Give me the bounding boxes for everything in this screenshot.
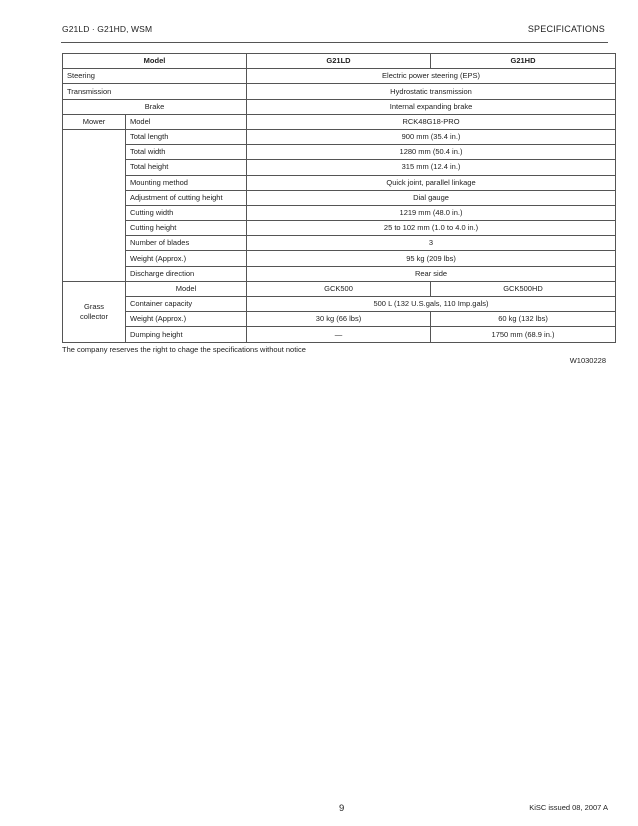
mower-label-mounting-method: Mounting method bbox=[126, 175, 247, 190]
table-row bbox=[63, 160, 616, 175]
mower-value-discharge-direction: Rear side bbox=[247, 266, 616, 281]
mower-group-spacer bbox=[63, 129, 126, 281]
row-value-brake: Internal expanding brake bbox=[247, 99, 616, 114]
group-label-mower: Mower bbox=[63, 114, 126, 129]
mower-value-cutting-height: 25 to 102 mm (1.0 to 4.0 in.) bbox=[247, 221, 616, 236]
mower-value-height-adjustment: Dial gauge bbox=[247, 190, 616, 205]
mower-value-cutting-width: 1219 mm (48.0 in.) bbox=[247, 205, 616, 220]
mower-label-model: Model bbox=[126, 114, 247, 129]
header-g21hd: G21HD bbox=[431, 54, 616, 69]
grass-label-capacity: Container capacity bbox=[126, 297, 247, 312]
page-number: 9 bbox=[339, 803, 345, 814]
table-row bbox=[63, 175, 616, 190]
grass-label-weight: Weight (Approx.) bbox=[126, 312, 247, 327]
table-row bbox=[63, 281, 616, 296]
issue-info: KiSC issued 08, 2007 A bbox=[529, 803, 608, 812]
mower-value-model: RCK48G18-PRO bbox=[247, 114, 616, 129]
table-row bbox=[63, 69, 616, 84]
table-row bbox=[63, 297, 616, 312]
table-row bbox=[63, 221, 616, 236]
mower-label-cutting-height: Cutting height bbox=[126, 221, 247, 236]
mower-label-cutting-width: Cutting width bbox=[126, 205, 247, 220]
row-label-steering: Steering bbox=[63, 69, 247, 84]
table-row bbox=[63, 236, 616, 251]
table-row bbox=[63, 266, 616, 281]
mower-label-discharge-direction: Discharge direction bbox=[126, 266, 247, 281]
table-row bbox=[63, 190, 616, 205]
table-row bbox=[63, 327, 616, 342]
grass-value-weight-hd: 60 kg (132 lbs) bbox=[431, 312, 616, 327]
table-row bbox=[63, 129, 616, 144]
specifications-table bbox=[62, 53, 616, 343]
grass-value-dumping-ld: — bbox=[247, 327, 431, 342]
mower-label-total-height: Total height bbox=[126, 160, 247, 175]
mower-value-total-height: 315 mm (12.4 in.) bbox=[247, 160, 616, 175]
table-row bbox=[63, 312, 616, 327]
grass-label-dumping-height: Dumping height bbox=[126, 327, 247, 342]
header-divider bbox=[61, 42, 608, 43]
row-label-transmission: Transmission bbox=[63, 84, 247, 99]
row-label-brake: Brake bbox=[63, 99, 247, 114]
grass-value-weight-ld: 30 kg (66 lbs) bbox=[247, 312, 431, 327]
table-row bbox=[63, 114, 616, 129]
header-model: Model bbox=[63, 54, 247, 69]
table-header-row bbox=[63, 54, 616, 69]
mower-label-weight: Weight (Approx.) bbox=[126, 251, 247, 266]
header-g21ld: G21LD bbox=[247, 54, 431, 69]
grass-group-line2: collector bbox=[80, 311, 108, 321]
table-row bbox=[63, 145, 616, 160]
table-row bbox=[63, 205, 616, 220]
grass-value-model-ld: GCK500 bbox=[247, 281, 431, 296]
mower-value-total-length: 900 mm (35.4 in.) bbox=[247, 129, 616, 144]
document-header-title: G21LD · G21HD, WSM bbox=[62, 24, 153, 34]
mower-value-total-width: 1280 mm (50.4 in.) bbox=[247, 145, 616, 160]
mower-value-number-of-blades: 3 bbox=[247, 236, 616, 251]
row-value-transmission: Hydrostatic transmission bbox=[247, 84, 616, 99]
grass-label-model: Model bbox=[126, 281, 247, 296]
mower-value-mounting-method: Quick joint, parallel linkage bbox=[247, 175, 616, 190]
section-title: SPECIFICATIONS bbox=[527, 24, 605, 34]
table-row bbox=[63, 84, 616, 99]
specification-notice: The company reserves the right to chage the specifications without notice bbox=[62, 345, 306, 354]
mower-label-number-of-blades: Number of blades bbox=[126, 236, 247, 251]
mower-label-height-adjustment: Adjustment of cutting height bbox=[126, 190, 247, 205]
row-value-steering: Electric power steering (EPS) bbox=[247, 69, 616, 84]
grass-value-model-hd: GCK500HD bbox=[431, 281, 616, 296]
grass-group-line1: Grass bbox=[83, 301, 104, 311]
mower-label-total-length: Total length bbox=[126, 129, 247, 144]
document-code: W1030228 bbox=[569, 356, 606, 365]
grass-value-dumping-hd: 1750 mm (68.9 in.) bbox=[431, 327, 616, 342]
mower-value-weight: 95 kg (209 lbs) bbox=[247, 251, 616, 266]
group-label-grass-collector bbox=[63, 281, 126, 342]
table-row bbox=[63, 99, 616, 114]
mower-label-total-width: Total width bbox=[126, 145, 247, 160]
grass-value-capacity: 500 L (132 U.S.gals, 110 Imp.gals) bbox=[247, 297, 616, 312]
table-row bbox=[63, 251, 616, 266]
